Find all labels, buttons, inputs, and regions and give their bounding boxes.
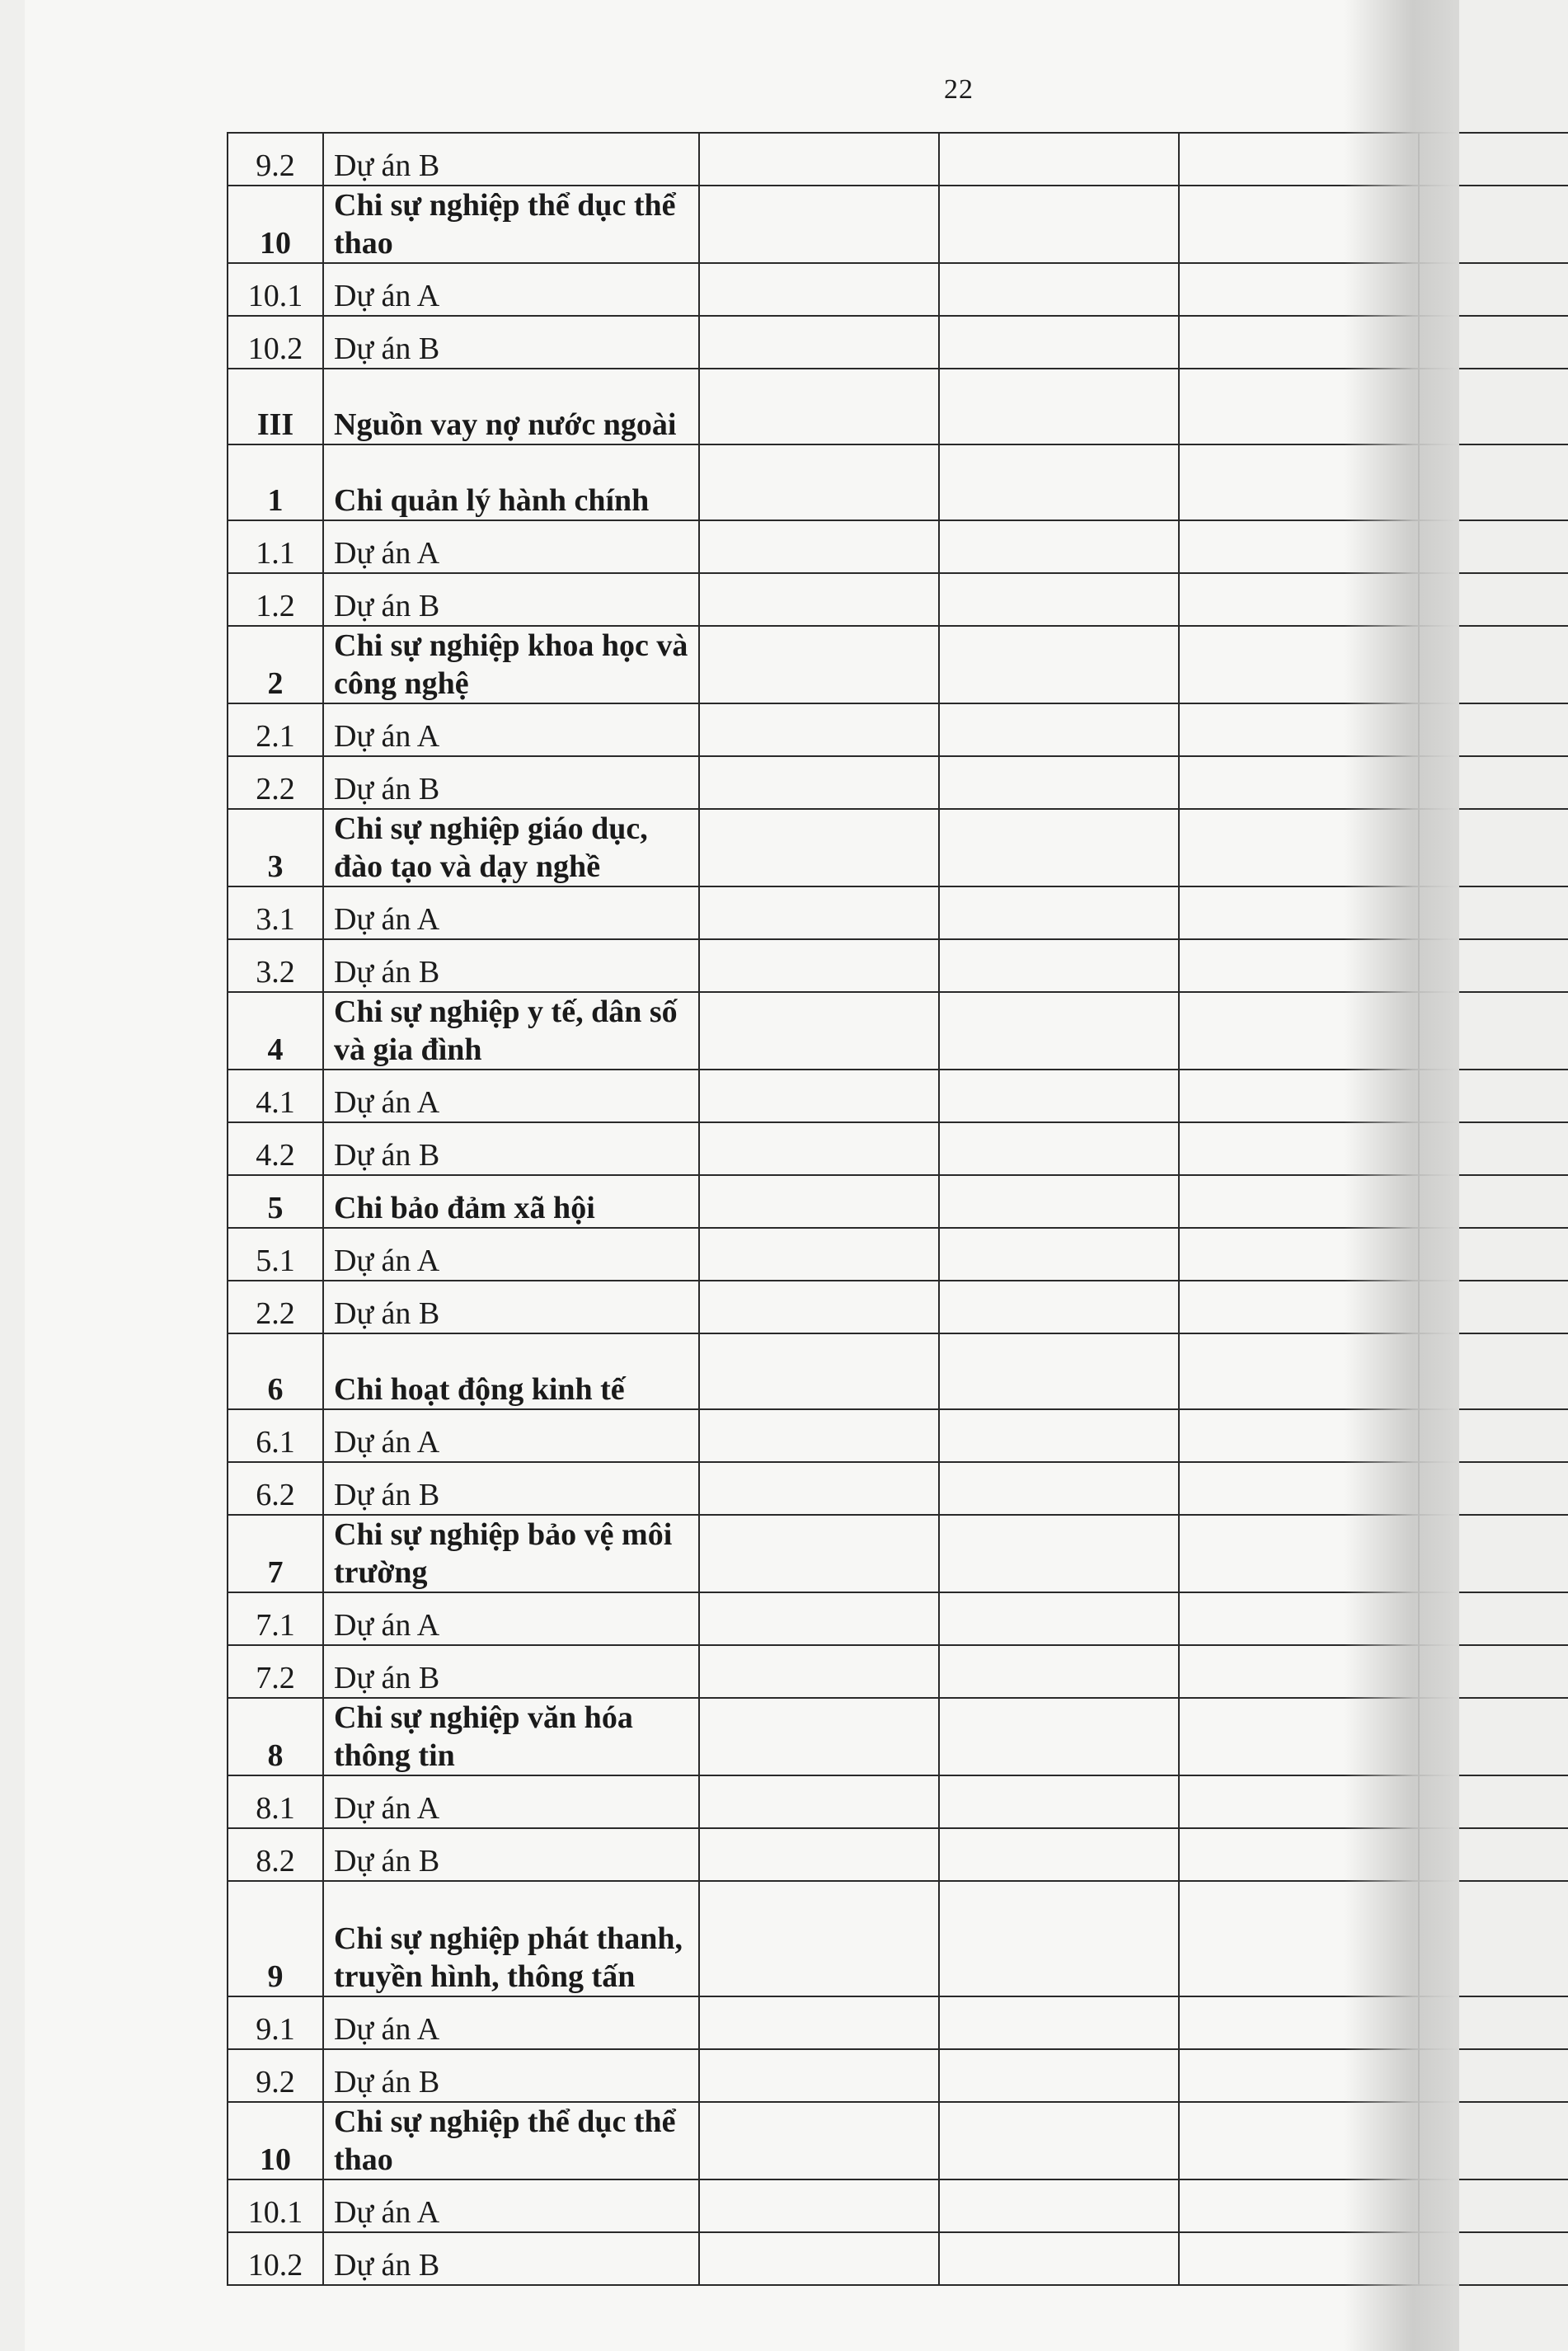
empty-cell — [699, 756, 939, 809]
row-number: 8 — [228, 1698, 323, 1775]
empty-cell — [699, 1775, 939, 1828]
row-name: Dự án B — [323, 2232, 699, 2285]
row-number: 6.1 — [228, 1409, 323, 1462]
row-name: Chi hoạt động kinh tế — [323, 1333, 699, 1409]
row-name: Dự án B — [323, 756, 699, 809]
empty-cell — [939, 2102, 1179, 2179]
empty-cell — [699, 1645, 939, 1698]
empty-cell — [699, 1515, 939, 1592]
empty-cell — [699, 573, 939, 626]
empty-cell — [939, 992, 1179, 1070]
row-number: 7.1 — [228, 1592, 323, 1645]
empty-cell — [939, 1462, 1179, 1515]
empty-cell — [939, 1996, 1179, 2049]
row-name: Dự án B — [323, 1462, 699, 1515]
empty-cell — [699, 1175, 939, 1228]
row-number: 6.2 — [228, 1462, 323, 1515]
row-number: 2.1 — [228, 703, 323, 756]
empty-cell — [939, 2232, 1179, 2285]
empty-cell — [699, 444, 939, 520]
row-number: 7 — [228, 1515, 323, 1592]
row-number: 4.1 — [228, 1070, 323, 1122]
row-name: Dự án A — [323, 1070, 699, 1122]
row-number: 1.1 — [228, 520, 323, 573]
empty-cell — [699, 2102, 939, 2179]
empty-cell — [939, 186, 1179, 263]
empty-cell — [939, 2049, 1179, 2102]
empty-cell — [699, 1228, 939, 1281]
empty-cell — [699, 263, 939, 316]
empty-cell — [699, 992, 939, 1070]
row-number: 10.2 — [228, 2232, 323, 2285]
empty-cell — [699, 626, 939, 703]
row-name: Dự án A — [323, 1409, 699, 1462]
empty-cell — [939, 756, 1179, 809]
row-name: Chi sự nghiệp y tế, dân số và gia đình — [323, 992, 699, 1070]
row-number: 4.2 — [228, 1122, 323, 1175]
row-name: Dự án A — [323, 703, 699, 756]
empty-cell — [939, 1070, 1179, 1122]
empty-cell — [939, 886, 1179, 939]
row-number: 8.1 — [228, 1775, 323, 1828]
empty-cell — [939, 1592, 1179, 1645]
empty-cell — [939, 573, 1179, 626]
row-number: 10.1 — [228, 2179, 323, 2232]
empty-cell — [939, 809, 1179, 886]
empty-cell — [939, 1333, 1179, 1409]
empty-cell — [699, 1462, 939, 1515]
empty-cell — [699, 1698, 939, 1775]
empty-cell — [699, 1122, 939, 1175]
row-number: 6 — [228, 1333, 323, 1409]
row-name: Dự án A — [323, 1996, 699, 2049]
row-number: 9 — [228, 1881, 323, 1996]
empty-cell — [699, 316, 939, 369]
row-number: 9.2 — [228, 133, 323, 186]
row-name: Dự án A — [323, 886, 699, 939]
document-page — [25, 0, 1459, 2351]
empty-cell — [699, 133, 939, 186]
row-number: 8.2 — [228, 1828, 323, 1881]
row-name: Chi sự nghiệp bảo vệ môi trường — [323, 1515, 699, 1592]
empty-cell — [939, 263, 1179, 316]
row-number: 4 — [228, 992, 323, 1070]
empty-cell — [939, 626, 1179, 703]
empty-cell — [939, 1775, 1179, 1828]
empty-cell — [699, 1592, 939, 1645]
empty-cell — [699, 1828, 939, 1881]
row-number: 3 — [228, 809, 323, 886]
row-name: Chi sự nghiệp thể dục thể thao — [323, 186, 699, 263]
row-name: Dự án B — [323, 133, 699, 186]
empty-cell — [939, 2179, 1179, 2232]
row-number: 10.1 — [228, 263, 323, 316]
empty-cell — [939, 444, 1179, 520]
row-name: Dự án B — [323, 939, 699, 992]
row-number: 5.1 — [228, 1228, 323, 1281]
row-name: Chi sự nghiệp khoa học và công nghệ — [323, 626, 699, 703]
empty-cell — [699, 2049, 939, 2102]
row-number: 10 — [228, 186, 323, 263]
page-number: 22 — [944, 74, 974, 105]
row-name: Chi sự nghiệp phát thanh, truyền hình, thông tấn — [323, 1881, 699, 1996]
row-number: 3.2 — [228, 939, 323, 992]
empty-cell — [699, 1333, 939, 1409]
row-number: 1.2 — [228, 573, 323, 626]
row-number: 9.1 — [228, 1996, 323, 2049]
row-number: 10 — [228, 2102, 323, 2179]
row-name: Dự án B — [323, 1645, 699, 1698]
row-number: 2.2 — [228, 1281, 323, 1333]
row-name: Dự án B — [323, 1281, 699, 1333]
empty-cell — [939, 1228, 1179, 1281]
row-name: Chi sự nghiệp giáo dục, đào tạo và dạy nghề — [323, 809, 699, 886]
empty-cell — [939, 316, 1179, 369]
row-name: Dự án A — [323, 520, 699, 573]
empty-cell — [939, 133, 1179, 186]
row-number: 7.2 — [228, 1645, 323, 1698]
row-name: Dự án B — [323, 316, 699, 369]
empty-cell — [939, 1409, 1179, 1462]
row-number: 5 — [228, 1175, 323, 1228]
row-number: 1 — [228, 444, 323, 520]
empty-cell — [699, 520, 939, 573]
empty-cell — [699, 886, 939, 939]
empty-cell — [699, 939, 939, 992]
row-name: Chi sự nghiệp văn hóa thông tin — [323, 1698, 699, 1775]
row-number: 2.2 — [228, 756, 323, 809]
row-name: Chi quản lý hành chính — [323, 444, 699, 520]
empty-cell — [699, 1281, 939, 1333]
row-number: 2 — [228, 626, 323, 703]
empty-cell — [939, 520, 1179, 573]
empty-cell — [939, 1828, 1179, 1881]
empty-cell — [939, 1881, 1179, 1996]
empty-cell — [699, 186, 939, 263]
row-number: 10.2 — [228, 316, 323, 369]
empty-cell — [699, 2179, 939, 2232]
empty-cell — [699, 703, 939, 756]
row-name: Dự án B — [323, 573, 699, 626]
empty-cell — [939, 369, 1179, 444]
row-name: Nguồn vay nợ nước ngoài — [323, 369, 699, 444]
empty-cell — [939, 703, 1179, 756]
empty-cell — [939, 1281, 1179, 1333]
row-name: Dự án B — [323, 2049, 699, 2102]
empty-cell — [939, 1122, 1179, 1175]
row-number: 9.2 — [228, 2049, 323, 2102]
row-name: Dự án A — [323, 2179, 699, 2232]
empty-cell — [939, 1175, 1179, 1228]
page-binding-shadow — [1344, 0, 1459, 2351]
empty-cell — [699, 2232, 939, 2285]
row-name: Chi sự nghiệp thể dục thể thao — [323, 2102, 699, 2179]
empty-cell — [939, 939, 1179, 992]
row-name: Dự án A — [323, 1592, 699, 1645]
empty-cell — [939, 1698, 1179, 1775]
row-name: Dự án B — [323, 1122, 699, 1175]
empty-cell — [939, 1515, 1179, 1592]
row-name: Dự án A — [323, 1775, 699, 1828]
row-name: Dự án B — [323, 1828, 699, 1881]
row-name: Chi bảo đảm xã hội — [323, 1175, 699, 1228]
empty-cell — [939, 1645, 1179, 1698]
empty-cell — [699, 1409, 939, 1462]
empty-cell — [699, 1070, 939, 1122]
row-name: Dự án A — [323, 263, 699, 316]
empty-cell — [699, 1881, 939, 1996]
row-number: III — [228, 369, 323, 444]
empty-cell — [699, 809, 939, 886]
row-name: Dự án A — [323, 1228, 699, 1281]
row-number: 3.1 — [228, 886, 323, 939]
empty-cell — [699, 1996, 939, 2049]
empty-cell — [699, 369, 939, 444]
